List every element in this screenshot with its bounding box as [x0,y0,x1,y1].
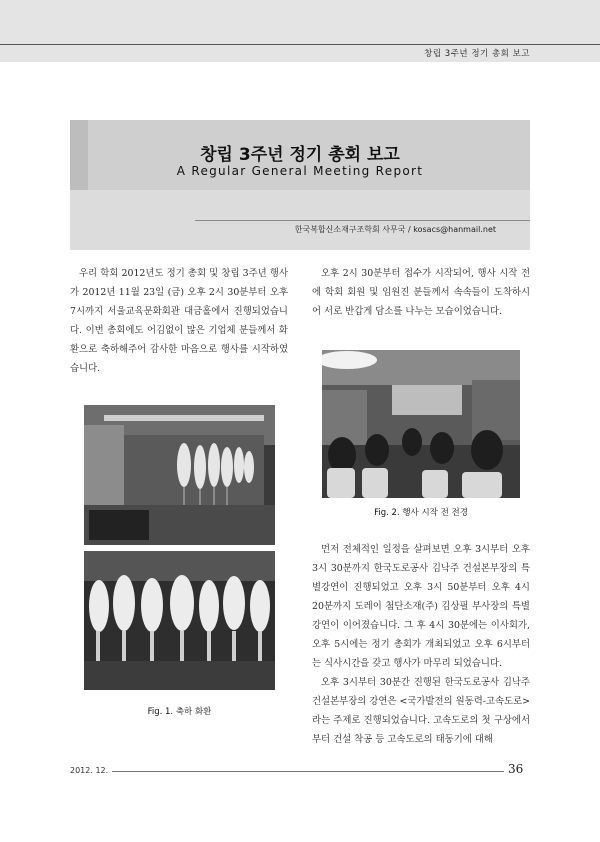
paragraph: 오후 3시부터 30분간 진행된 한국도로공사 김낙주 건설본부장의 강연은 <국가발전의 원동력-고속도로> 라는 주제로 진행되었습니다. 고속도로의 첫 구상에서부터 건설 착공 등 고속도로의 태동기에 대해 [312,677,531,745]
header-rule [0,44,600,45]
photo-flower-wreaths-row [84,551,275,690]
photo-flower-wreaths-hallway [84,405,275,545]
figure-caption: Fig. 2. 행사 시작 전 전경 [374,508,468,518]
body-column-left [70,264,288,378]
paragraph: 오후 2시 30분부터 접수가 시작되어, 행사 시작 전에 학회 회원 및 임원진 분들께서 속속들이 도착하시어 서로 반갑게 담소를 나누는 모습이었습니다. [312,268,530,317]
page-number: 36 [508,762,524,776]
running-title: 창립 3주년 정기 총회 보고 [424,49,530,59]
running-header [0,0,600,62]
article-title-korean: 창립 3주년 정기 총회 보고 [200,145,400,165]
title-block [70,120,530,250]
article-title-english: A Regular General Meeting Report [176,164,424,178]
paragraph: 우리 학회 2012년도 정기 총회 및 창립 3주년 행사가 2012년 11월 23일 (금) 오후 2시 30분부터 오후 7시까지 서울교육문화회관 대금홀에서 진행되었습니다. 이번 총회에도 어김없이 많은 기업체 분들께서 화환으로 축하해주어 감사한 마음으로 행사를 시작하였습니다. [70,268,288,374]
issue-date: 2012. 12. [70,766,109,775]
body-column-right-bottom [312,540,530,749]
footer-rule [112,771,504,772]
body-column-right-top [312,264,530,321]
paragraph: 먼저 전체적인 일정을 살펴보면 오후 3시부터 오후 3시 30분까지 한국도로공사 김낙주 건설본부장의 특별강연이 진행되었고 오후 3시 50분부터 오후 4시 20분까지 도레이 첨단소재(주) 김상필 부사장의 특별강연이 이어졌습니다. 그 후 4시 30분에는 이사회가, 오후 5시에는 정기 총회가 개최되었고 오후 6시부터는 식사시간을 갖고 행사가 마무리 되었습니다. [312,544,530,669]
figure-caption: Fig. 1. 축하 화환 [147,707,212,717]
byline-rule [195,220,530,221]
byline: 한국복합신소재구조학회 사무국 / kosacs@hanmail.net [294,225,496,234]
photo-hall-before-event [322,350,520,498]
